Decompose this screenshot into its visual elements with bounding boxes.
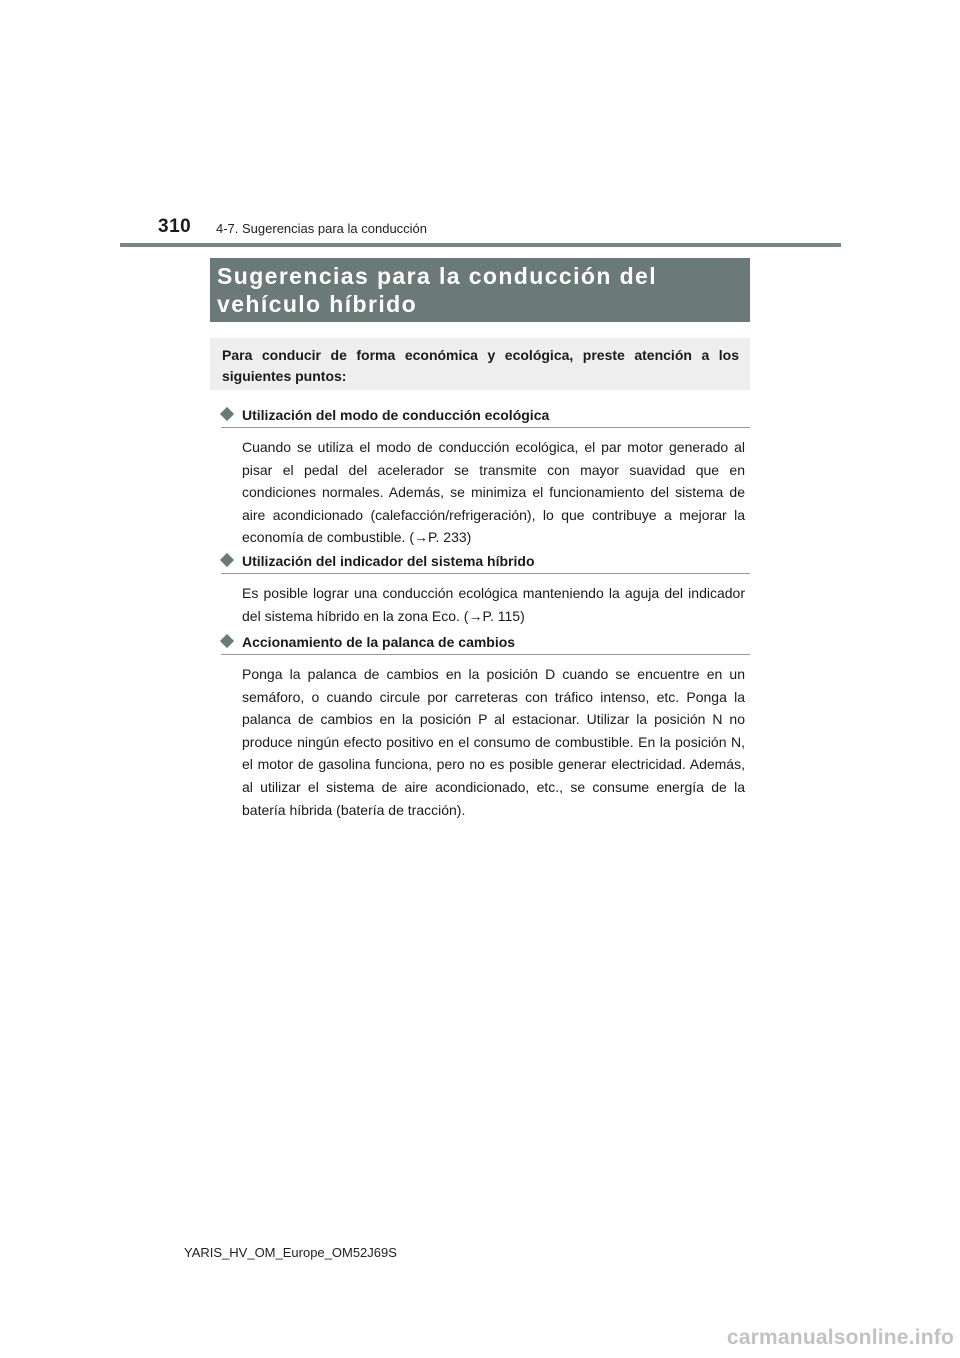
section-title-banner	[210, 258, 750, 322]
section-title: Utilización del modo de conducción ecológica	[242, 407, 550, 423]
page-title-line-2: vehículo híbrido	[217, 291, 418, 317]
running-head: 4-7. Sugerencias para la conducción	[216, 221, 428, 236]
section-heading	[221, 406, 750, 428]
document-code: YARIS_HV_OM_Europe_OM52J69S	[184, 1245, 397, 1260]
section-title: Accionamiento de la palanca de cambios	[242, 634, 516, 650]
page-title-line-1: Sugerencias para la conducción del	[217, 263, 658, 289]
section-body: Cuando se utiliza el modo de conducción ecológica, el par motor generado al pisar el pedal del acelerador se transmite con mayor suavidad que en condiciones normales. Además, se minimiza el funcionamiento del sistema de aire acondicionado (calefacción/refrigeración), lo que contribuye a mejorar la economía de combustible. (→P. 233)	[242, 439, 745, 546]
section-title: Utilización del indicador del sistema híbrido	[242, 553, 535, 569]
diamond-bullet-icon	[220, 634, 234, 648]
section-eco-mode	[221, 406, 750, 549]
section-heading	[221, 552, 750, 574]
diamond-bullet-icon	[220, 407, 234, 421]
page-number: 310	[158, 216, 192, 237]
intro-text: Para conducir de forma económica y ecológica, preste atención a los siguientes puntos:	[222, 347, 739, 384]
section-body: Ponga la palanca de cambios en la posición D cuando se encuentre en un semáforo, o cuando circule por carreteras con tráfico intenso, etc. Ponga la palanca de cambios en la posición P al estacionar. Utilizar la posición N no produce ningún efecto positivo en el consumo de combustible. En la posición N, el motor de gasolina funciona, pero no es posible generar electricidad. Además, al utilizar el sistema de aire acondicionado, etc., se consume energía de la batería híbrida (batería de tracción).	[242, 666, 745, 818]
section-heading	[221, 633, 750, 655]
section-hybrid-indicator	[221, 552, 750, 627]
section-body: Es posible lograr una conducción ecológica manteniendo la aguja del indicador del sistema híbrido en la zona Eco. (→P. 115)	[242, 585, 745, 624]
section-shift-lever	[221, 633, 750, 821]
header-rule	[120, 243, 841, 247]
intro-box	[210, 338, 750, 390]
watermark: carmanualsonline.info	[726, 1326, 954, 1349]
diamond-bullet-icon	[220, 553, 234, 567]
